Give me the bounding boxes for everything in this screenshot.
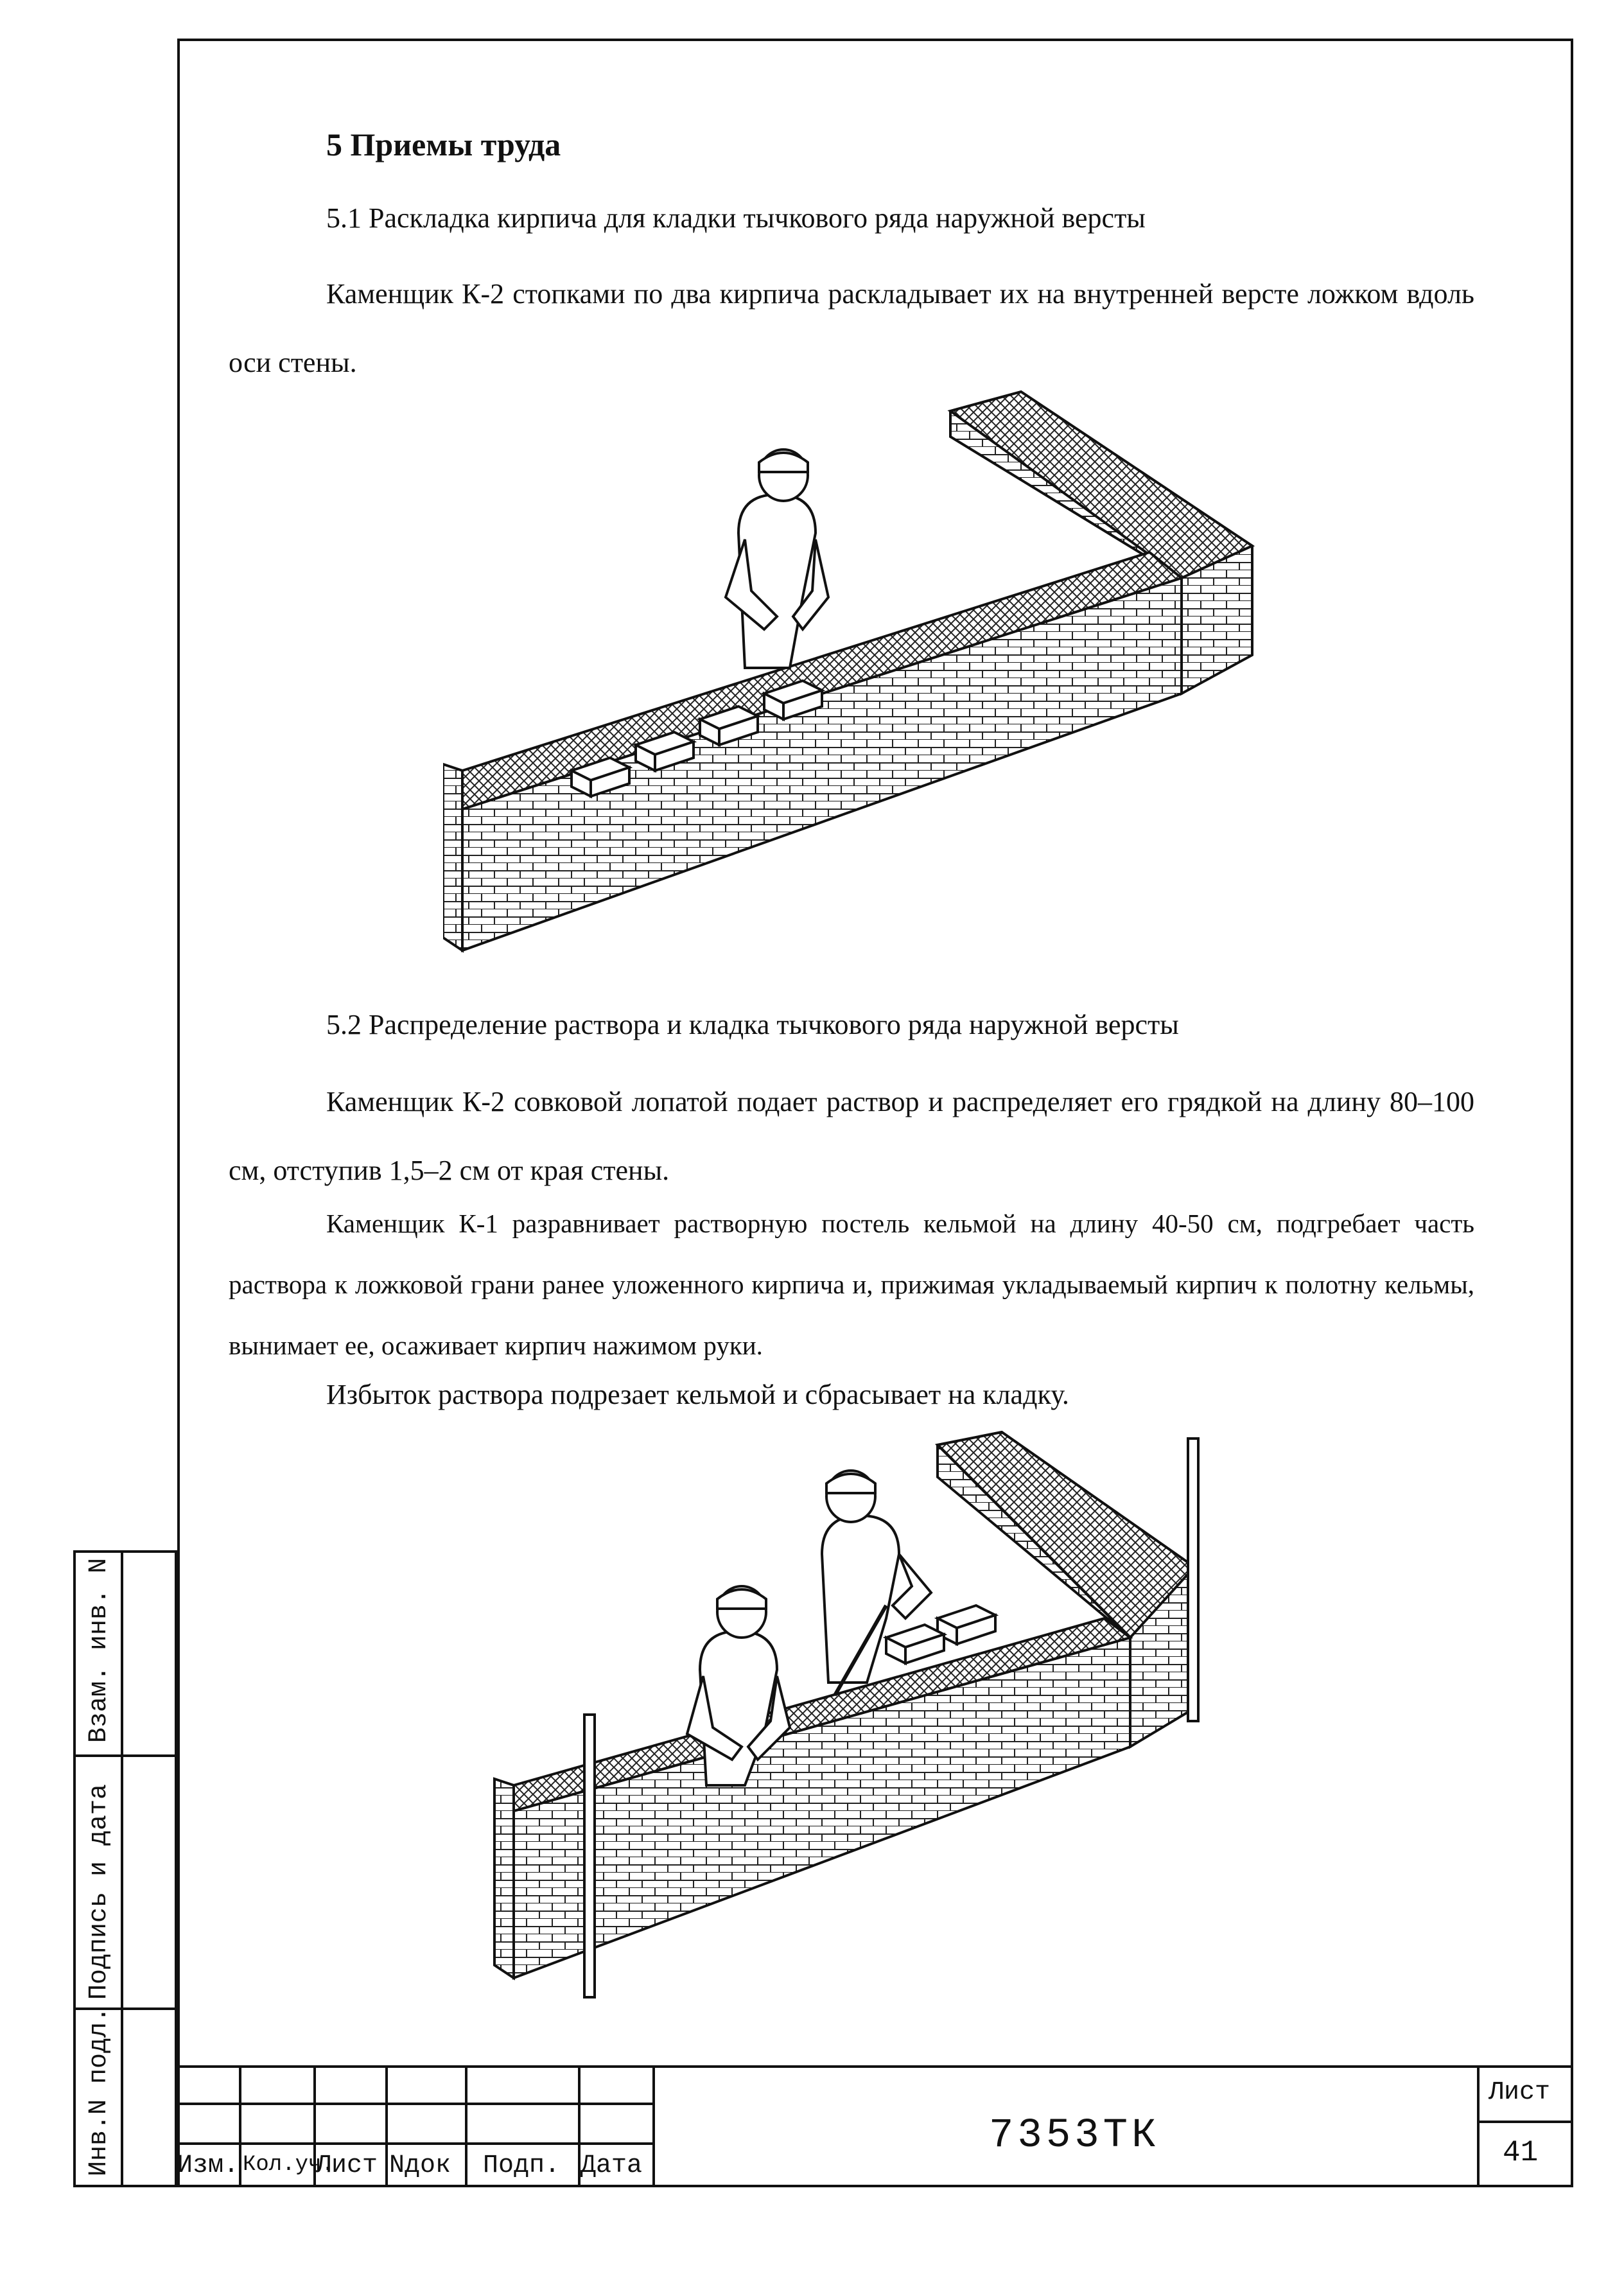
side-cell (121, 2007, 177, 2187)
document-code: 7353ТК (989, 2113, 1160, 2159)
paragraph-text: Каменщик К-2 стопками по два кирпича раскладывает их на внутренней версте ложком вдоль оси стены. (229, 278, 1474, 378)
col-data: Дата (581, 2151, 643, 2180)
figure-two-bricklayers (488, 1426, 1259, 2081)
stamp-row (175, 2103, 655, 2145)
paragraph-leveling (229, 1193, 1474, 1376)
side-label-inv-podl: Инв.N подл. (85, 2006, 114, 2176)
sheet-label: Лист (1489, 2078, 1551, 2107)
side-label-sign-date: Подпись и дата (85, 1783, 114, 2000)
side-stamp (73, 1550, 177, 2187)
side-cell (121, 1754, 177, 2010)
subsection-5-1: 5.1 Раскладка кирпича для кладки тычкового ряда наружной версты (326, 202, 1146, 234)
side-label-inv-vzam: Взам. инв. N (85, 1557, 114, 1743)
figure-bricklayer-wall (443, 385, 1271, 989)
col-list: Лист (316, 2151, 378, 2180)
sheet-number: 41 (1503, 2136, 1539, 2169)
section-heading: 5 Приемы труда (326, 127, 561, 162)
paragraph-text: Каменщик К-1 разравнивает растворную постель кельмой на длину 40-50 см, подгребает часть раствора к ложковой грани ранее уложенного кирпича и, прижимая укладываемый кирпич к полотну кельмы, вынимает ее, осаживает кирпич нажимом руки. (229, 1209, 1474, 1360)
col-podp: Подп. (483, 2151, 561, 2180)
side-cell (121, 1550, 177, 1757)
col-izm: Изм. (177, 2151, 240, 2180)
col-koluch: Кол.уч. (243, 2153, 335, 2177)
paragraph-text: Каменщик К-2 совковой лопатой подает раствор и распределяет его грядкой на длину 80–100 см, отступив 1,5–2 см от края стены. (229, 1086, 1474, 1186)
paragraph-brick-layout (229, 259, 1474, 397)
col-ndok: Nдок (389, 2151, 451, 2180)
paragraph-text: Избыток раствора подрезает кельмой и сбрасывает на кладку. (326, 1379, 1069, 1410)
paragraph-excess (229, 1360, 1474, 1429)
subsection-5-2: 5.2 Распределение раствора и кладка тычкового ряда наружной версты (326, 1009, 1179, 1040)
paragraph-mortar (229, 1067, 1474, 1205)
